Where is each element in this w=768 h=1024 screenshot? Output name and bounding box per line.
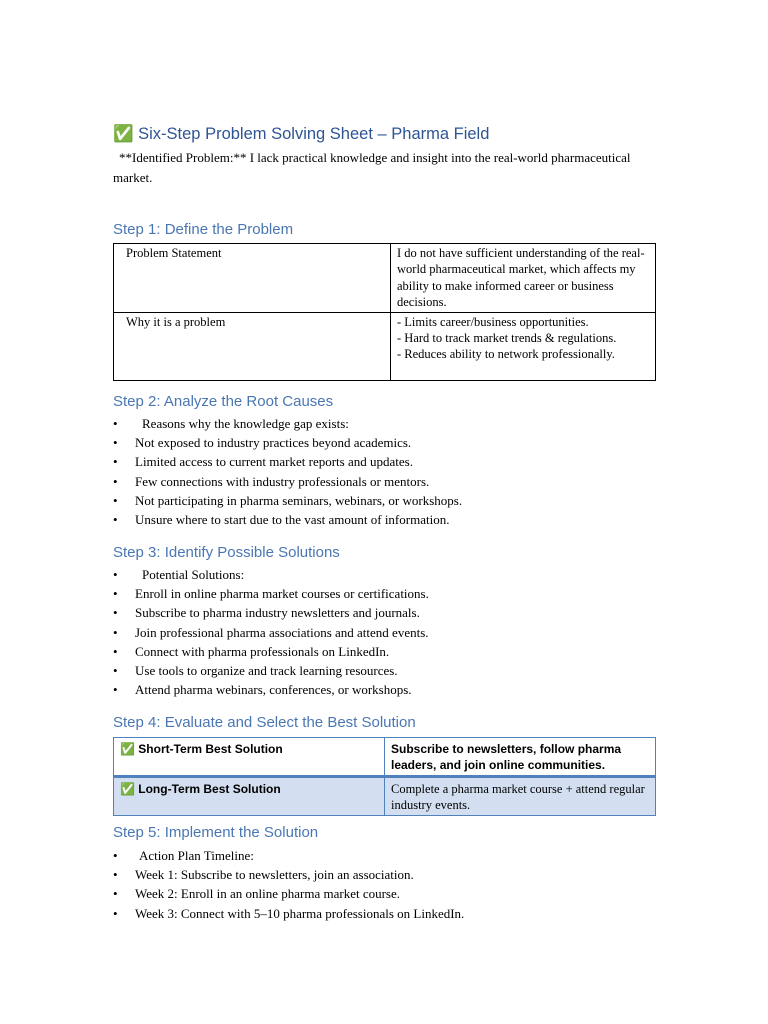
value-line: - Hard to track market trends & regulations.: [397, 331, 617, 346]
identified-problem-label: **Identified Problem:**: [119, 150, 247, 165]
table-row: [114, 738, 656, 777]
identified-problem-text: I lack practical knowledge and insight into the real-world pharmaceutical market.: [113, 150, 631, 185]
list-item: • Enroll in online pharma market courses or certifications.: [113, 584, 429, 603]
list-item: • Week 2: Enroll in an online pharma market course.: [113, 884, 464, 903]
list-item: • Potential Solutions:: [113, 565, 429, 584]
step3-heading: Step 3: Identify Possible Solutions: [113, 544, 340, 561]
page-title: ✅ Six-Step Problem Solving Sheet – Pharma Field: [113, 125, 490, 143]
step5-list: [113, 846, 464, 923]
list-item: • Connect with pharma professionals on LinkedIn.: [113, 642, 429, 661]
step2-heading: Step 2: Analyze the Root Causes: [113, 393, 334, 410]
table-cell-label: Problem Statement: [114, 244, 391, 313]
step4-table: [113, 737, 656, 816]
table-cell-value: Complete a pharma market course + attend regular industry events.: [391, 781, 645, 813]
table-row: [114, 776, 656, 815]
step1-table: [113, 243, 656, 381]
step2-list: [113, 414, 462, 529]
table-cell-label: ✅ Long-Term Best Solution: [114, 776, 385, 815]
table-row: [114, 312, 656, 380]
list-item: • Action Plan Timeline:: [113, 846, 464, 865]
value-line: - Reduces ability to network professionally.: [397, 347, 615, 362]
list-item: • Join professional pharma associations and attend events.: [113, 623, 429, 642]
list-item: • Week 3: Connect with 5–10 pharma professionals on LinkedIn.: [113, 904, 464, 923]
step4-heading: Step 4: Evaluate and Select the Best Solution: [113, 714, 416, 731]
step3-list: [113, 565, 429, 699]
table-row: [114, 244, 656, 313]
table-cell-label: Why it is a problem: [114, 312, 391, 380]
list-item: • Limited access to current market reports and updates.: [113, 452, 462, 471]
list-item: • Week 1: Subscribe to newsletters, join an association.: [113, 865, 464, 884]
value-line: - Limits career/business opportunities.: [397, 314, 589, 329]
table-cell-label: ✅ Short-Term Best Solution: [114, 738, 385, 777]
step1-heading: Step 1: Define the Problem: [113, 221, 294, 238]
step5-heading: Step 5: Implement the Solution: [113, 824, 319, 841]
list-item: • Not participating in pharma seminars, webinars, or workshops.: [113, 491, 462, 510]
table-cell-value: [391, 312, 656, 380]
list-item: • Not exposed to industry practices beyond academics.: [113, 433, 462, 452]
table-cell-value: I do not have sufficient understanding of the real-world pharmaceutical market, which affects my ability to make informed career or business decisions.: [391, 244, 656, 313]
table-cell-value: Subscribe to newsletters, follow pharma leaders, and join online communities.: [391, 742, 622, 773]
list-item: • Unsure where to start due to the vast amount of information.: [113, 510, 462, 529]
list-item: • Use tools to organize and track learning resources.: [113, 661, 429, 680]
identified-problem: [113, 148, 658, 188]
list-item: • Few connections with industry professionals or mentors.: [113, 472, 462, 491]
list-item: • Subscribe to pharma industry newsletters and journals.: [113, 603, 429, 622]
list-item: • Attend pharma webinars, conferences, or workshops.: [113, 680, 429, 699]
list-item: • Reasons why the knowledge gap exists:: [113, 414, 462, 433]
